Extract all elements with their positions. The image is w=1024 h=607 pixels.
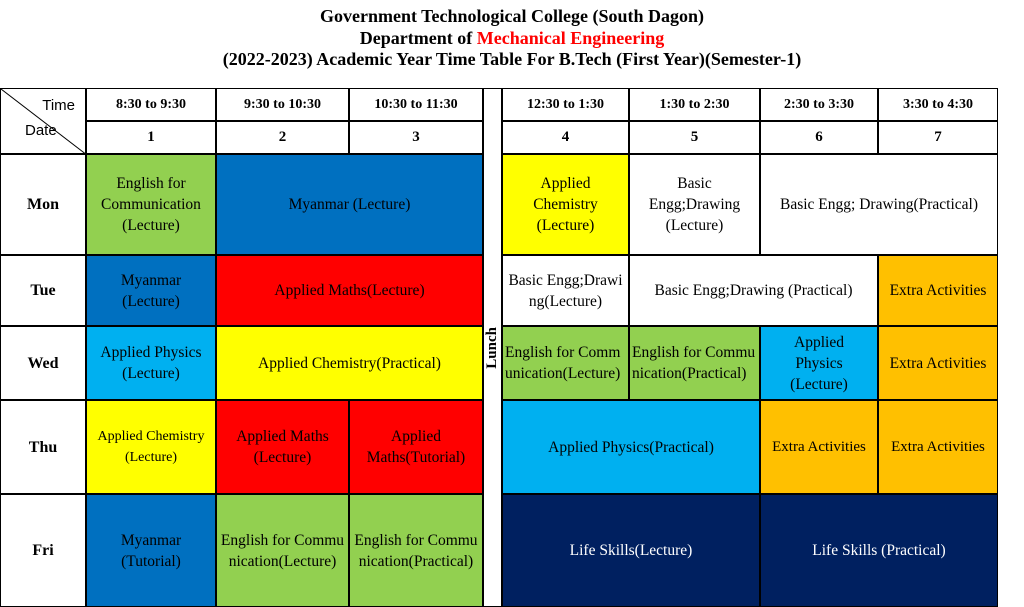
period-time: 2:30 to 3:30 <box>760 88 878 121</box>
class-cell: English for Communication (Lecture) <box>86 154 216 255</box>
class-cell: Applied Physics (Lecture) <box>86 326 216 400</box>
day-label: Thu <box>0 400 86 494</box>
class-cell: Life Skills (Practical) <box>760 494 998 607</box>
class-cell: English for Communication(Practical) <box>349 494 483 607</box>
period-time: 3:30 to 4:30 <box>878 88 998 121</box>
class-cell: Basic Engg;Drawing (Lecture) <box>629 154 760 255</box>
period-number: 2 <box>216 121 349 154</box>
class-cell: Extra Activities <box>878 326 998 400</box>
corner-cell <box>0 88 86 154</box>
class-cell: English for Communication(Lecture) <box>502 326 629 400</box>
class-cell: Applied Chemistry (Lecture) <box>86 400 216 494</box>
class-cell: Myanmar (Tutorial) <box>86 494 216 607</box>
class-cell: Applied Physics (Lecture) <box>760 326 878 400</box>
period-time: 9:30 to 10:30 <box>216 88 349 121</box>
lunch-column <box>483 88 502 607</box>
day-label: Tue <box>0 255 86 326</box>
class-cell: Applied Chemistry(Practical) <box>216 326 483 400</box>
class-cell: Extra Activities <box>760 400 878 494</box>
class-cell: Applied Maths(Lecture) <box>216 255 483 326</box>
class-cell: Basic Engg;Drawing(Lecture) <box>502 255 629 326</box>
period-time: 8:30 to 9:30 <box>86 88 216 121</box>
day-label: Wed <box>0 326 86 400</box>
department-prefix: Department of <box>359 27 477 48</box>
title-block <box>0 6 1024 71</box>
class-cell: Applied Maths (Lecture) <box>216 400 349 494</box>
department-name: Mechanical Engineering <box>476 27 665 48</box>
class-cell: English for Communication(Practical) <box>629 326 760 400</box>
class-cell: Basic Engg;Drawing (Practical) <box>629 255 878 326</box>
period-number: 7 <box>878 121 998 154</box>
college-title: Government Technological College (South Dagon) <box>319 6 704 26</box>
class-cell: English for Communication(Lecture) <box>216 494 349 607</box>
timetable-title: (2022-2023) Academic Year Time Table For B.Tech (First Year)(Semester-1) <box>222 49 802 69</box>
class-cell: Applied Physics(Practical) <box>502 400 760 494</box>
period-time: 1:30 to 2:30 <box>629 88 760 121</box>
period-number: 3 <box>349 121 483 154</box>
date-label: Date <box>25 122 57 139</box>
period-number: 4 <box>502 121 629 154</box>
period-number: 1 <box>86 121 216 154</box>
time-label: Time <box>42 97 75 114</box>
day-label: Mon <box>0 154 86 255</box>
class-cell: Myanmar (Lecture) <box>86 255 216 326</box>
lunch-label: Lunch <box>484 326 500 369</box>
period-time: 10:30 to 11:30 <box>349 88 483 121</box>
class-cell: Applied Chemistry (Lecture) <box>502 154 629 255</box>
class-cell: Basic Engg; Drawing(Practical) <box>760 154 998 255</box>
class-cell: Life Skills(Lecture) <box>502 494 760 607</box>
class-cell: Applied Maths(Tutorial) <box>349 400 483 494</box>
department-title <box>0 28 1024 50</box>
class-cell: Extra Activities <box>878 255 998 326</box>
period-number: 5 <box>629 121 760 154</box>
day-label: Fri <box>0 494 86 607</box>
period-time: 12:30 to 1:30 <box>502 88 629 121</box>
class-cell: Myanmar (Lecture) <box>216 154 483 255</box>
period-number: 6 <box>760 121 878 154</box>
class-cell: Extra Activities <box>878 400 998 494</box>
